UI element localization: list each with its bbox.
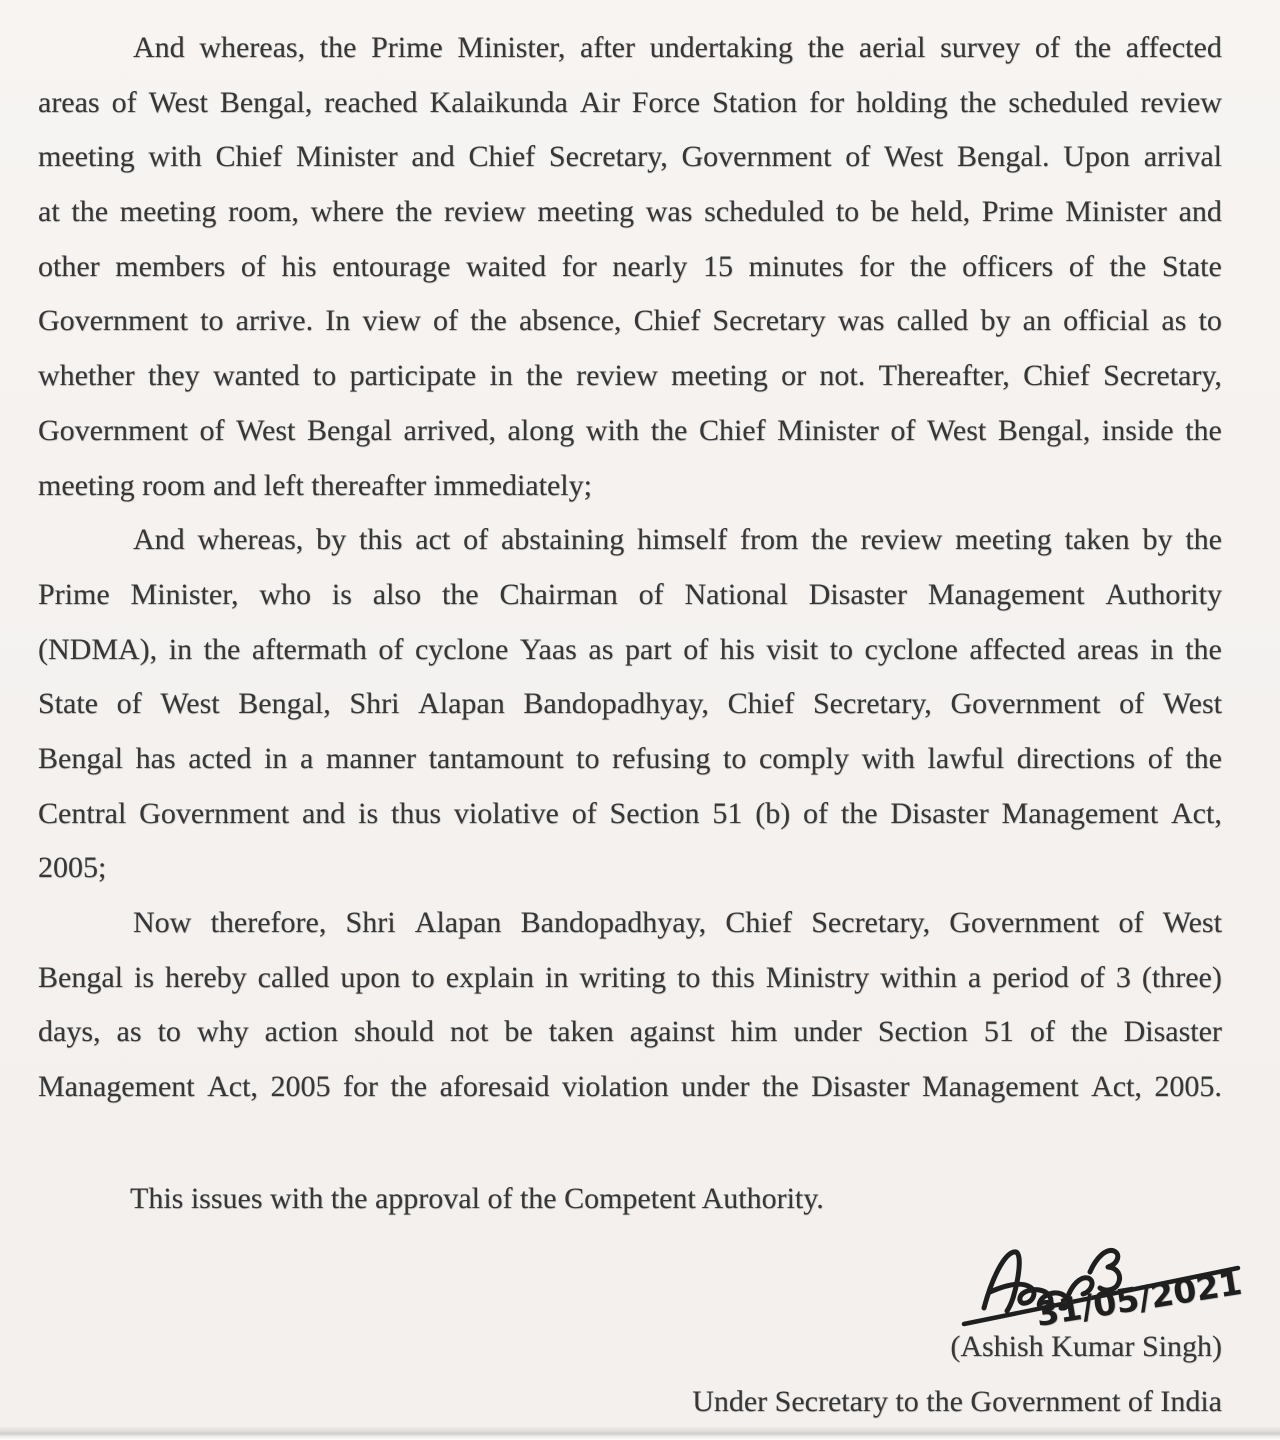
text-line: (NDMA), in the aftermath of cyclone Yaas as part of his visit to cyclone affected areas in the xyxy=(38,632,1222,666)
scan-edge xyxy=(0,1426,1280,1440)
text-line: Prime Minister, who is also the Chairman of National Disaster Management Authority xyxy=(38,577,1222,611)
text-line: Central Government and is thus violative of Section 51 (b) of the Disaster Management Act, xyxy=(38,796,1222,830)
text-line: areas of West Bengal, reached Kalaikunda Air Force Station for holding the scheduled review xyxy=(38,85,1222,119)
text-line: other members of his entourage waited for nearly 15 minutes for the officers of the State xyxy=(38,249,1222,283)
text-line: at the meeting room, where the review meeting was scheduled to be held, Prime Minister and xyxy=(38,195,1222,229)
text-line: Bengal has acted in a manner tantamount to refusing to comply with lawful directions of the xyxy=(38,741,1222,775)
approval-statement: This issues with the approval of the Competent Authority. xyxy=(130,1181,824,1215)
text-line: whether they wanted to participate in the review meeting or not. Thereafter, Chief Secretary, xyxy=(38,359,1222,393)
text-line: 2005; xyxy=(38,851,107,885)
paragraph-container xyxy=(38,21,1222,1115)
text-line: State of West Bengal, Shri Alapan Bandopadhyay, Chief Secretary, Government of West xyxy=(38,687,1222,721)
text-line: Government to arrive. In view of the absence, Chief Secretary was called by an official as to xyxy=(38,304,1222,338)
text-line: Bengal is hereby called upon to explain in writing to this Ministry within a period of 3 (three) xyxy=(38,960,1222,994)
text-line: Now therefore, Shri Alapan Bandopadhyay, Chief Secretary, Government of West xyxy=(133,906,1222,939)
text-line: And whereas, the Prime Minister, after undertaking the aerial survey of the affected xyxy=(133,31,1222,64)
text-line: days, as to why action should not be taken against him under Section 51 of the Disaster xyxy=(38,1015,1222,1049)
signatory-name: (Ashish Kumar Singh) xyxy=(950,1330,1222,1364)
signature-date: 31/05/2021 xyxy=(1033,1263,1245,1335)
text-line: meeting room and left thereafter immediately; xyxy=(38,468,592,502)
signature-block xyxy=(38,1238,1245,1429)
text-line: meeting with Chief Minister and Chief Secretary, Government of West Bengal. Upon arrival xyxy=(38,140,1222,174)
text-line: And whereas, by this act of abstaining himself from the review meeting taken by the xyxy=(133,523,1222,557)
text-line: Management Act, 2005 for the aforesaid violation under the Disaster Management Act, 2005. xyxy=(38,1070,1222,1104)
signatory-title: Under Secretary to the Government of India xyxy=(692,1385,1222,1419)
text-line: Government of West Bengal arrived, along with the Chief Minister of West Bengal, inside the xyxy=(38,413,1222,447)
